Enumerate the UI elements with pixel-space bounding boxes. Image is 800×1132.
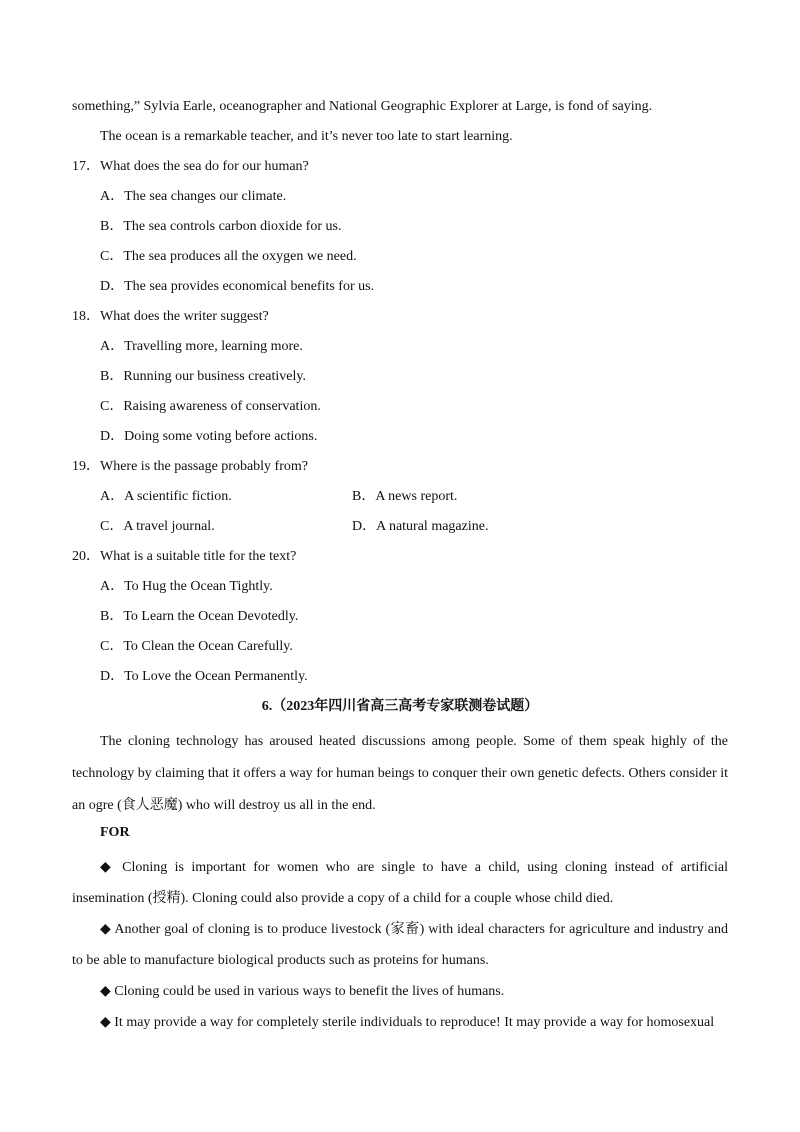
- question-18-option-b: B．Running our business creatively.: [100, 369, 306, 384]
- for-bullet-2-text: ◆ Another goal of cloning is to produce livestock (家畜) with ideal characters for agriculture and industry and to be able to manufacture biological products such as proteins for humans.: [72, 922, 728, 968]
- for-bullet-3: [72, 976, 728, 1007]
- for-bullet-1: [72, 852, 728, 914]
- question-18-option-c: C．Raising awareness of conservation.: [100, 399, 321, 414]
- for-bullet-2: [72, 914, 728, 976]
- question-17-option-d: D．The sea provides economical benefits for us.: [100, 279, 375, 294]
- question-17-option-c: C．The sea produces all the oxygen we need.: [100, 249, 357, 264]
- for-label: FOR: [100, 825, 130, 840]
- question-20-option-c: C．To Clean the Ocean Carefully.: [100, 639, 293, 654]
- question-19-option-b: B．A news report.: [352, 489, 458, 504]
- question-20-option-d: D．To Love the Ocean Permanently.: [100, 669, 308, 684]
- question-20-stem: 20．What is a suitable title for the text?: [72, 549, 297, 564]
- for-bullet-4: [72, 1007, 728, 1038]
- intro-line-1: something,” Sylvia Earle, oceanographer and National Geographic Explorer at Large, is fond of saying.: [72, 99, 653, 114]
- section-6-heading: 6.（2023年四川省高三高考专家联测卷试题）: [261, 699, 539, 714]
- question-19-option-c: C．A travel journal.: [100, 519, 215, 534]
- for-bullet-4-text: ◆ It may provide a way for completely sterile individuals to reproduce! It may provide a way for homosexual: [100, 1015, 715, 1030]
- question-19-options-row-2: [72, 516, 728, 546]
- question-18-stem: 18．What does the writer suggest?: [72, 309, 269, 324]
- question-19-option-d: D．A natural magazine.: [352, 519, 489, 534]
- question-18-option-d: D．Doing some voting before actions.: [100, 429, 318, 444]
- question-19-options-row-1: [72, 486, 728, 516]
- question-20-option-b: B．To Learn the Ocean Devotedly.: [100, 609, 299, 624]
- for-bullet-3-text: ◆ Cloning could be used in various ways to benefit the lives of humans.: [100, 984, 505, 999]
- question-17-option-b: B．The sea controls carbon dioxide for us.: [100, 219, 342, 234]
- question-17-stem: 17．What does the sea do for our human?: [72, 159, 309, 174]
- intro-line-2: The ocean is a remarkable teacher, and it’s never too late to start learning.: [100, 129, 513, 144]
- question-20-option-a: A．To Hug the Ocean Tightly.: [100, 579, 273, 594]
- question-17-option-a: A．The sea changes our climate.: [100, 189, 287, 204]
- document-page: [72, 96, 728, 1038]
- question-19-stem: 19．Where is the passage probably from?: [72, 459, 308, 474]
- for-bullet-1-text: ◆ Cloning is important for women who are single to have a child, using cloning instead of artificial insemination (授精). Cloning could also provide a copy of a child for a couple whose child died.: [72, 860, 728, 906]
- question-19-option-a: A．A scientific fiction.: [100, 489, 232, 504]
- section-6-intro-paragraph: The cloning technology has aroused heated discussions among people. Some of them speak highly of the technology by claiming that it offers a way for human beings to conquer their own genetic defects. Others consider it an ogre (食人恶魔) who will destroy us all in the end.: [72, 734, 728, 813]
- question-18-option-a: A．Travelling more, learning more.: [100, 339, 303, 354]
